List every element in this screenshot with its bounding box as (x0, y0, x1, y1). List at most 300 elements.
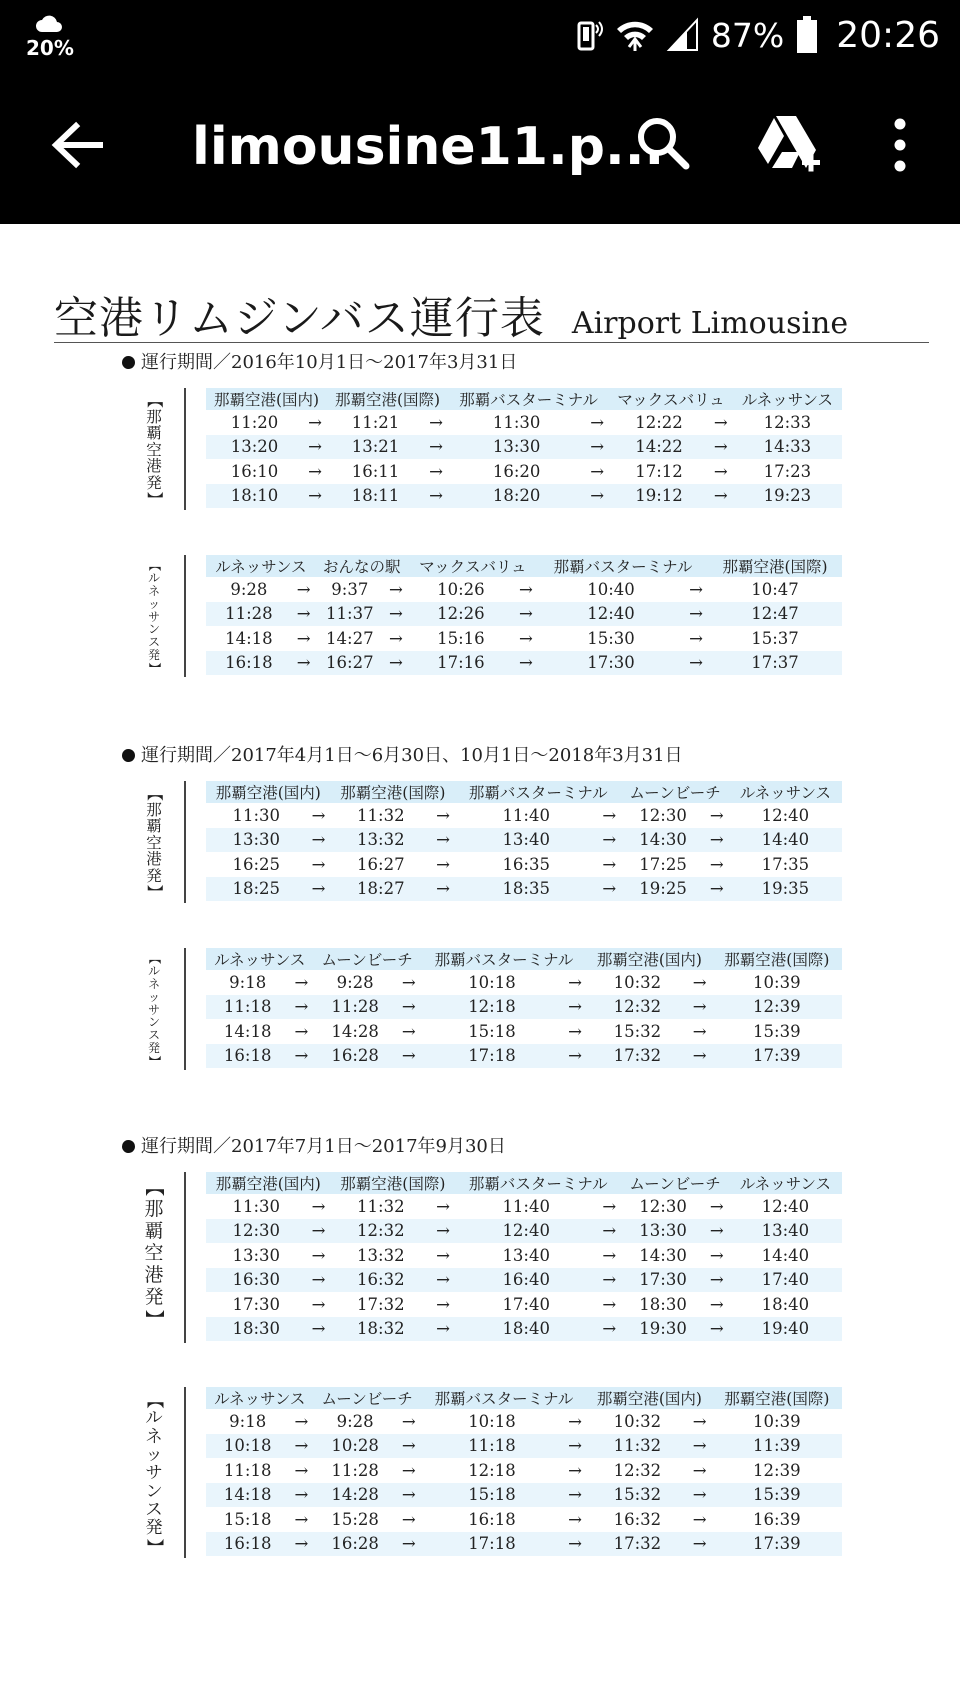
departure-time: 10:47 (751, 579, 799, 599)
departure-time: 13:30 (448, 435, 585, 460)
stop-name: 那覇バスターミナル (538, 555, 708, 577)
departure-time: 16:11 (351, 461, 400, 481)
arrow-right-icon: → (424, 484, 448, 509)
arrow-right-icon: → (292, 651, 316, 676)
departure-time: 12:39 (753, 1460, 801, 1480)
stop-name: ムーンビーチ (313, 948, 420, 970)
departure-time: 19:40 (729, 1317, 842, 1342)
departure-time: 13:30 (206, 828, 307, 853)
search-icon (630, 110, 696, 176)
departure-time: 12:30 (206, 1219, 307, 1244)
arrow-right-icon: → (692, 1021, 707, 1041)
departure-time: 16:32 (331, 1268, 432, 1293)
timetable-header-row (206, 1172, 842, 1194)
arrow-right-icon: → (519, 628, 533, 648)
pdf-page[interactable] (0, 224, 960, 1706)
block-divider (184, 555, 186, 677)
departure-time: 10:40 (587, 579, 635, 599)
arrow-right-icon: → (384, 651, 408, 676)
departure-time: 19:25 (621, 877, 704, 902)
arrow-right-icon: → (436, 1196, 450, 1216)
departure-time: 11:37 (316, 602, 384, 627)
departure-time: 12:40 (455, 1219, 597, 1244)
arrow-right-icon: → (429, 412, 443, 432)
title-english: Airport Limousine (571, 306, 849, 341)
departure-time: 15:39 (753, 1021, 801, 1041)
stop-name: 那覇バスターミナル (455, 1172, 621, 1194)
arrow-right-icon: → (713, 412, 728, 432)
period-heading (122, 1132, 506, 1158)
arrow-right-icon: → (709, 1196, 724, 1216)
table-row (206, 828, 842, 853)
timetable-title (54, 282, 929, 343)
departure-time: 17:30 (232, 1294, 281, 1314)
arrow-right-icon: → (436, 805, 450, 825)
departure-time: 17:32 (587, 1532, 688, 1557)
departure-time: 9:18 (229, 1411, 267, 1431)
arrow-right-icon: → (688, 995, 712, 1020)
timetable (206, 1172, 842, 1341)
departure-time: 11:32 (587, 1434, 688, 1459)
arrow-right-icon: → (431, 877, 455, 902)
arrow-right-icon: → (431, 828, 455, 853)
arrow-right-icon: → (597, 1268, 621, 1293)
arrow-right-icon: → (397, 1483, 421, 1508)
departure-time: 10:28 (313, 1434, 396, 1459)
arrow-right-icon: → (294, 1021, 309, 1041)
stop-name: 那覇空港(国際) (327, 388, 448, 410)
timetable-header-row (206, 1387, 842, 1409)
arrow-right-icon: → (684, 602, 708, 627)
table-row (206, 484, 842, 509)
timetable-block (140, 781, 840, 903)
stop-name: ムーンビーチ (313, 1387, 420, 1409)
block-direction-label: 【 ル ネ ッ サ ン ス 発 】 (147, 559, 162, 675)
stop-name: 那覇バスターミナル (448, 388, 609, 410)
arrow-right-icon: → (431, 1268, 455, 1293)
period-text: 運行期間／2017年7月1日～2017年9月30日 (141, 1136, 506, 1157)
departure-time: 10:39 (753, 1411, 801, 1431)
departure-time: 16:18 (206, 651, 292, 676)
departure-time: 15:37 (751, 628, 799, 648)
arrow-right-icon: → (294, 1509, 309, 1529)
departure-time: 17:39 (712, 1532, 842, 1557)
timetable-header-row (206, 948, 842, 970)
departure-time: 10:39 (753, 972, 801, 992)
timetable (206, 1387, 842, 1556)
departure-time: 12:40 (538, 602, 684, 627)
arrow-right-icon: → (289, 1434, 313, 1459)
departure-time: 9:28 (230, 579, 268, 599)
bullet-icon (122, 1140, 135, 1153)
departure-time: 13:40 (455, 828, 597, 853)
arrow-right-icon: → (308, 461, 322, 481)
departure-time: 16:28 (313, 1532, 396, 1557)
arrow-right-icon: → (311, 805, 326, 825)
arrow-right-icon: → (563, 995, 587, 1020)
departure-time: 18:30 (206, 1317, 307, 1342)
departure-time: 14:40 (729, 828, 842, 853)
stop-name: 那覇バスターミナル (421, 1387, 587, 1409)
arrow-right-icon: → (563, 1532, 587, 1557)
arrow-right-icon: → (568, 972, 582, 992)
bullet-icon (122, 749, 135, 762)
arrow-right-icon: → (311, 1294, 326, 1314)
arrow-right-icon: → (692, 972, 707, 992)
stop-name: 那覇空港(国内) (206, 388, 327, 410)
departure-time: 12:18 (468, 1460, 516, 1480)
phone-vibrate-icon (573, 17, 603, 53)
departure-time: 9:18 (229, 972, 267, 992)
departure-time: 15:18 (468, 1021, 516, 1041)
departure-time: 17:16 (408, 651, 514, 676)
arrow-right-icon: → (519, 579, 533, 599)
departure-time: 15:39 (712, 1483, 842, 1508)
table-row (206, 1507, 842, 1532)
title-japanese: 空港リムジンバス運行表 (54, 293, 545, 344)
search-button[interactable] (630, 110, 696, 176)
departure-time: 13:40 (729, 1219, 842, 1244)
departure-time: 11:28 (206, 602, 292, 627)
arrow-right-icon: → (602, 854, 617, 874)
departure-time: 12:32 (331, 1219, 432, 1244)
departure-time: 11:30 (232, 805, 281, 825)
arrow-right-icon: → (384, 602, 408, 627)
arrow-right-icon: → (303, 435, 327, 460)
departure-time: 12:39 (712, 995, 842, 1020)
arrow-right-icon: → (705, 828, 729, 853)
departure-time: 17:40 (502, 1294, 550, 1314)
departure-time: 17:35 (761, 854, 810, 874)
cloud-icon (34, 12, 64, 34)
arrow-left-icon (44, 112, 110, 178)
arrow-right-icon: → (311, 1245, 326, 1265)
block-direction-label: 【 ル ネ ッ サ ン ス 発 】 (144, 1391, 165, 1556)
arrow-right-icon: → (388, 579, 403, 599)
table-row (206, 970, 842, 995)
arrow-right-icon: → (709, 1245, 724, 1265)
departure-time: 17:25 (639, 854, 687, 874)
app-bar (0, 70, 960, 224)
arrow-right-icon: → (597, 877, 621, 902)
arrow-right-icon: → (401, 1509, 416, 1529)
arrow-right-icon: → (397, 995, 421, 1020)
timetable-block (140, 555, 840, 677)
departure-time: 17:23 (763, 461, 812, 481)
departure-time: 16:27 (357, 854, 405, 874)
arrow-right-icon: → (563, 1483, 587, 1508)
stop-name: 那覇空港(国内) (587, 1387, 712, 1409)
departure-time: 19:23 (733, 484, 842, 509)
stop-name: ムーンビーチ (621, 1172, 728, 1194)
timetable-header-row (206, 388, 842, 410)
table-row (206, 1317, 842, 1342)
table-row (206, 1483, 842, 1508)
arrow-right-icon: → (307, 828, 331, 853)
departure-time: 13:30 (621, 1219, 704, 1244)
departure-time: 11:40 (502, 805, 550, 825)
departure-time: 12:47 (708, 602, 842, 627)
block-divider (184, 781, 186, 903)
arrow-right-icon: → (563, 1434, 587, 1459)
departure-time: 14:27 (326, 628, 374, 648)
arrow-right-icon: → (688, 1532, 712, 1557)
departure-time: 12:40 (761, 805, 810, 825)
table-row (206, 1292, 842, 1317)
timetable (206, 555, 842, 675)
arrow-right-icon: → (709, 854, 724, 874)
arrow-right-icon: → (401, 1021, 416, 1041)
arrow-right-icon: → (689, 628, 703, 648)
stop-name: 那覇空港(国内) (587, 948, 712, 970)
stop-name: 那覇空港(国際) (331, 1172, 456, 1194)
arrow-right-icon: → (709, 435, 733, 460)
departure-time: 11:40 (502, 1196, 550, 1216)
departure-time: 17:32 (357, 1294, 405, 1314)
stop-name: マックスバリュ (408, 555, 538, 577)
weather-percent: 20% (26, 36, 74, 60)
departure-time: 19:30 (621, 1317, 704, 1342)
departure-time: 14:18 (225, 628, 273, 648)
stop-name: 那覇空港(国際) (708, 555, 842, 577)
table-row (206, 626, 842, 651)
departure-time: 12:32 (587, 995, 688, 1020)
departure-time: 13:32 (357, 1245, 405, 1265)
clock: 20:26 (836, 14, 940, 56)
arrow-right-icon: → (692, 1411, 707, 1431)
arrow-right-icon: → (705, 877, 729, 902)
stop-name: 那覇バスターミナル (455, 781, 621, 803)
arrow-right-icon: → (289, 1532, 313, 1557)
departure-time: 11:32 (357, 805, 405, 825)
departure-time: 10:18 (206, 1434, 289, 1459)
battery-icon (796, 16, 818, 54)
block-direction-label: 【 ル ネ ッ サ ン ス 発 】 (147, 952, 162, 1068)
departure-time: 15:18 (223, 1509, 272, 1529)
arrow-right-icon: → (388, 628, 403, 648)
departure-time: 15:32 (613, 1021, 662, 1041)
arrow-right-icon: → (431, 1219, 455, 1244)
departure-time: 18:10 (206, 484, 303, 509)
arrow-right-icon: → (597, 1317, 621, 1342)
timetable-header-row (206, 555, 842, 577)
departure-time: 10:32 (613, 1411, 662, 1431)
arrow-right-icon: → (602, 805, 617, 825)
arrow-right-icon: → (585, 484, 609, 509)
arrow-right-icon: → (307, 1219, 331, 1244)
arrow-right-icon: → (308, 412, 322, 432)
departure-time: 17:12 (635, 461, 683, 481)
departure-time: 13:32 (331, 828, 432, 853)
departure-time: 16:40 (455, 1268, 597, 1293)
departure-time: 12:33 (763, 412, 812, 432)
departure-time: 12:22 (635, 412, 683, 432)
departure-time: 18:20 (448, 484, 585, 509)
departure-time: 17:32 (587, 1044, 688, 1069)
arrow-right-icon: → (296, 628, 311, 648)
stop-name: 那覇空港(国内) (206, 781, 331, 803)
stop-name: 那覇空港(国際) (712, 1387, 842, 1409)
arrow-right-icon: → (692, 1509, 707, 1529)
add-to-drive-button[interactable] (752, 108, 824, 180)
table-row (206, 651, 842, 676)
arrow-right-icon: → (563, 1044, 587, 1069)
arrow-right-icon: → (289, 1044, 313, 1069)
stop-name: 那覇バスターミナル (421, 948, 587, 970)
departure-time: 14:22 (609, 435, 709, 460)
arrow-right-icon: → (431, 1317, 455, 1342)
block-divider (184, 1387, 186, 1558)
arrow-right-icon: → (307, 1268, 331, 1293)
arrow-right-icon: → (401, 1411, 416, 1431)
table-row (206, 1194, 842, 1219)
arrow-right-icon: → (689, 579, 703, 599)
departure-time: 14:33 (733, 435, 842, 460)
stop-name: 那覇空港(国際) (331, 781, 456, 803)
arrow-right-icon: → (401, 972, 416, 992)
back-button[interactable] (44, 112, 110, 178)
departure-time: 17:40 (729, 1268, 842, 1293)
arrow-right-icon: → (436, 1245, 450, 1265)
arrow-right-icon: → (705, 1317, 729, 1342)
table-row (206, 852, 842, 877)
stop-name: おんなの駅 (316, 555, 408, 577)
departure-time: 19:35 (729, 877, 842, 902)
stop-name: 那覇空港(国内) (206, 1172, 331, 1194)
departure-time: 16:32 (613, 1509, 662, 1529)
block-direction-label: 【 那 覇 空 港 発 】 (145, 785, 164, 901)
departure-time: 14:30 (639, 1245, 687, 1265)
arrow-right-icon: → (289, 1483, 313, 1508)
arrow-right-icon: → (311, 854, 326, 874)
arrow-right-icon: → (590, 461, 605, 481)
arrow-right-icon: → (294, 1411, 309, 1431)
table-row (206, 410, 842, 435)
timetable (206, 948, 842, 1068)
arrow-right-icon: → (568, 1509, 582, 1529)
timetable-block (140, 1172, 840, 1343)
table-row (206, 602, 842, 627)
departure-time: 18:35 (455, 877, 597, 902)
block-divider (184, 948, 186, 1070)
departure-time: 10:26 (437, 579, 485, 599)
departure-time: 13:40 (502, 1245, 550, 1265)
bullet-icon (122, 356, 135, 369)
arrow-right-icon: → (303, 484, 327, 509)
departure-time: 16:28 (313, 1044, 396, 1069)
departure-time: 11:30 (232, 1196, 281, 1216)
departure-time: 11:20 (230, 412, 279, 432)
table-row (206, 1434, 842, 1459)
battery-percent: 87% (710, 15, 785, 55)
arrow-right-icon: → (590, 412, 605, 432)
stop-name: ルネッサンス (206, 555, 316, 577)
departure-time: 15:30 (587, 628, 635, 648)
departure-time: 15:16 (437, 628, 485, 648)
table-row (206, 1268, 842, 1293)
departure-time: 11:30 (492, 412, 541, 432)
table-row (206, 1409, 842, 1434)
table-row (206, 995, 842, 1020)
google-drive-add-icon (752, 108, 824, 180)
table-row (206, 1044, 842, 1069)
block-direction-label: 【 那 覇 空 港 発 】 (143, 1177, 165, 1329)
more-vert-icon (880, 110, 920, 180)
arrow-right-icon: → (709, 1294, 724, 1314)
departure-time: 14:40 (761, 1245, 810, 1265)
stop-name: ルネッサンス (729, 781, 842, 803)
departure-time: 16:18 (206, 1044, 289, 1069)
departure-time: 11:28 (313, 995, 396, 1020)
departure-time: 14:28 (331, 1021, 379, 1041)
departure-time: 16:18 (206, 1532, 289, 1557)
arrow-right-icon: → (307, 877, 331, 902)
departure-time: 15:28 (331, 1509, 379, 1529)
period-heading (122, 741, 683, 767)
departure-time: 11:28 (331, 1460, 379, 1480)
arrow-right-icon: → (294, 972, 309, 992)
arrow-right-icon: → (692, 1460, 707, 1480)
departure-time: 16:39 (753, 1509, 801, 1529)
arrow-right-icon: → (597, 828, 621, 853)
arrow-right-icon: → (294, 1460, 309, 1480)
departure-time: 9:37 (331, 579, 369, 599)
arrow-right-icon: → (436, 854, 450, 874)
departure-time: 11:39 (712, 1434, 842, 1459)
departure-time: 12:26 (408, 602, 514, 627)
departure-time: 9:28 (336, 1411, 374, 1431)
timetable-block (140, 388, 840, 510)
departure-time: 18:25 (206, 877, 307, 902)
departure-time: 13:21 (327, 435, 424, 460)
weather-indicator (26, 12, 74, 62)
arrow-right-icon: → (684, 651, 708, 676)
departure-time: 16:18 (468, 1509, 516, 1529)
timetable-header-row (206, 781, 842, 803)
table-row (206, 1458, 842, 1483)
departure-time: 11:18 (206, 995, 289, 1020)
table-row (206, 577, 842, 602)
arrow-right-icon: → (688, 1434, 712, 1459)
stop-name: 那覇空港(国際) (712, 948, 842, 970)
departure-time: 18:32 (331, 1317, 432, 1342)
arrow-right-icon: → (296, 579, 311, 599)
departure-time: 13:30 (232, 1245, 281, 1265)
departure-time: 16:35 (502, 854, 550, 874)
departure-time: 10:18 (468, 1411, 516, 1431)
arrow-right-icon: → (597, 1219, 621, 1244)
departure-time: 12:18 (421, 995, 563, 1020)
departure-time: 16:25 (232, 854, 281, 874)
departure-time: 11:18 (223, 1460, 272, 1480)
stop-name: ムーンビーチ (621, 781, 728, 803)
departure-time: 15:18 (421, 1483, 563, 1508)
departure-time: 14:18 (223, 1021, 272, 1041)
arrow-right-icon: → (705, 1268, 729, 1293)
departure-time: 11:18 (421, 1434, 563, 1459)
stop-name: ルネッサンス (733, 388, 842, 410)
departure-time: 16:10 (230, 461, 279, 481)
arrow-right-icon: → (289, 995, 313, 1020)
table-row (206, 1532, 842, 1557)
arrow-right-icon: → (602, 1196, 617, 1216)
table-row (206, 1219, 842, 1244)
stop-name: ルネッサンス (206, 1387, 313, 1409)
more-options-button[interactable] (880, 110, 920, 180)
arrow-right-icon: → (568, 1411, 582, 1431)
period-text: 運行期間／2016年10月1日～2017年3月31日 (141, 352, 518, 373)
status-icons (573, 10, 940, 60)
